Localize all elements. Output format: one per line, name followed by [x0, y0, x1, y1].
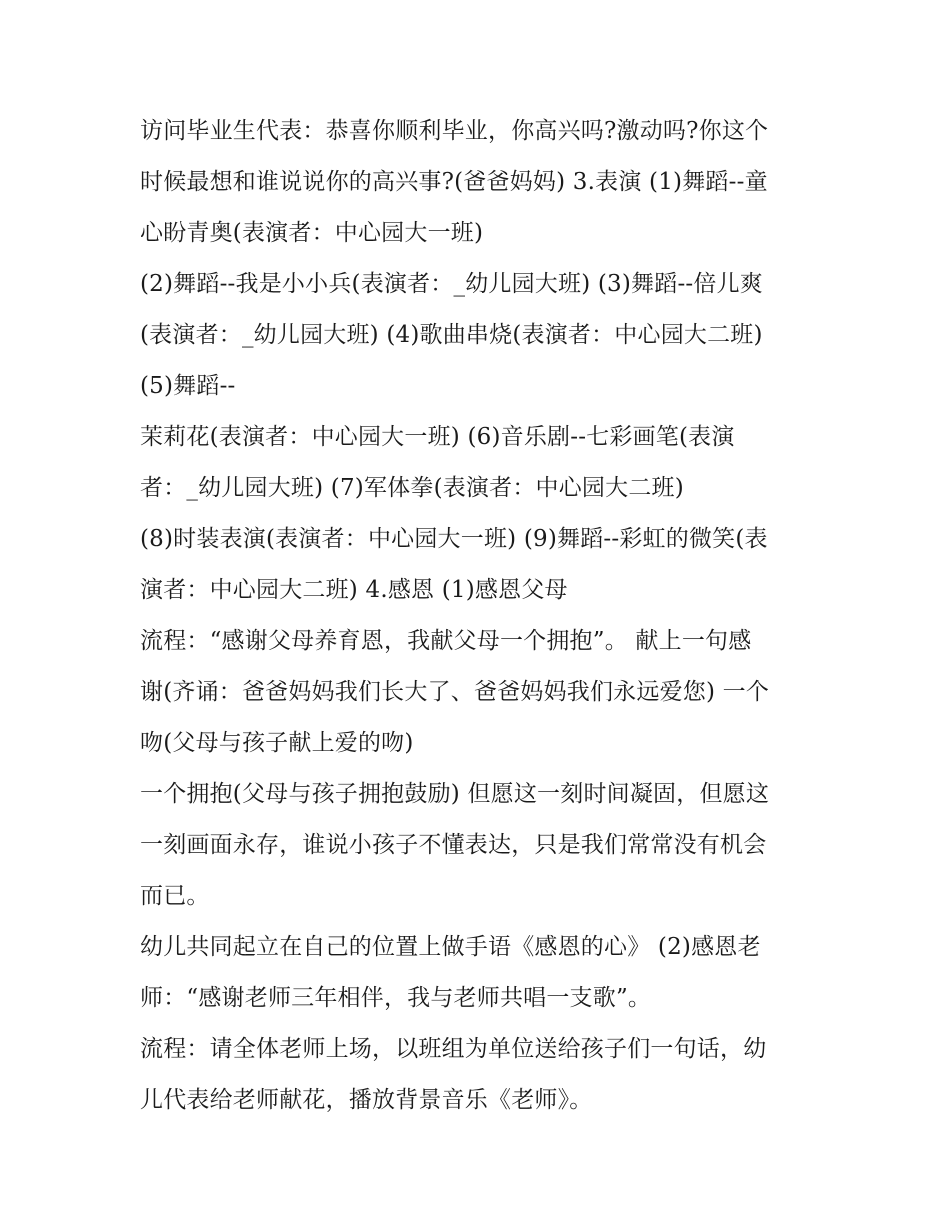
text-line: 儿代表给老师献花，播放背景音乐《老师》。	[140, 1087, 593, 1113]
text-line: 访问毕业生代表：恭喜你顺利毕业，你高兴吗?激动吗?你这个	[140, 118, 769, 144]
text-line: 者：_幼儿园大班) (7)军体拳(表演者：中心园大二班)	[140, 475, 684, 501]
text-line: 茉莉花(表演者：中心园大一班) (6)音乐剧--七彩画笔(表演	[140, 424, 735, 450]
text-line: 吻(父母与孩子献上爱的吻)	[140, 730, 414, 756]
text-line: 演者：中心园大二班) 4.感恩 (1)感恩父母	[140, 577, 568, 603]
document-body	[140, 106, 820, 1126]
text-line: 谢(齐诵：爸爸妈妈我们长大了、爸爸妈妈我们永远爱您) 一个	[140, 679, 770, 705]
text-line: (5)舞蹈--	[140, 373, 236, 399]
text-line: 而已。	[140, 883, 210, 909]
text-line: (表演者：_幼儿园大班) (4)歌曲串烧(表演者：中心园大二班)	[140, 322, 763, 348]
text-line: 流程：请全体老师上场，以班组为单位送给孩子们一句话，幼	[140, 1036, 767, 1062]
text-line: 一个拥抱(父母与孩子拥抱鼓励) 但愿这一刻时间凝固，但愿这	[140, 781, 770, 807]
text-line: (8)时装表演(表演者：中心园大一班) (9)舞蹈--彩虹的微笑(表	[140, 526, 768, 552]
text-line: 一刻画面永存，谁说小孩子不懂表达，只是我们常常没有机会	[140, 832, 767, 858]
text-line: 心盼青奥(表演者：中心园大一班)	[140, 220, 484, 246]
text-line: (2)舞蹈--我是小小兵(表演者：_幼儿园大班) (3)舞蹈--倍儿爽	[140, 271, 764, 297]
text-line: 时候最想和谁说说你的高兴事?(爸爸妈妈) 3.表演 (1)舞蹈--童	[140, 169, 768, 195]
text-line: 流程：“感谢父母养育恩，我献父母一个拥抱”。 献上一句感	[140, 628, 752, 654]
text-line: 师：“感谢老师三年相伴，我与老师共唱一支歌”。	[140, 985, 652, 1011]
text-line: 幼儿共同起立在自己的位置上做手语《感恩的心》 (2)感恩老	[140, 934, 761, 960]
